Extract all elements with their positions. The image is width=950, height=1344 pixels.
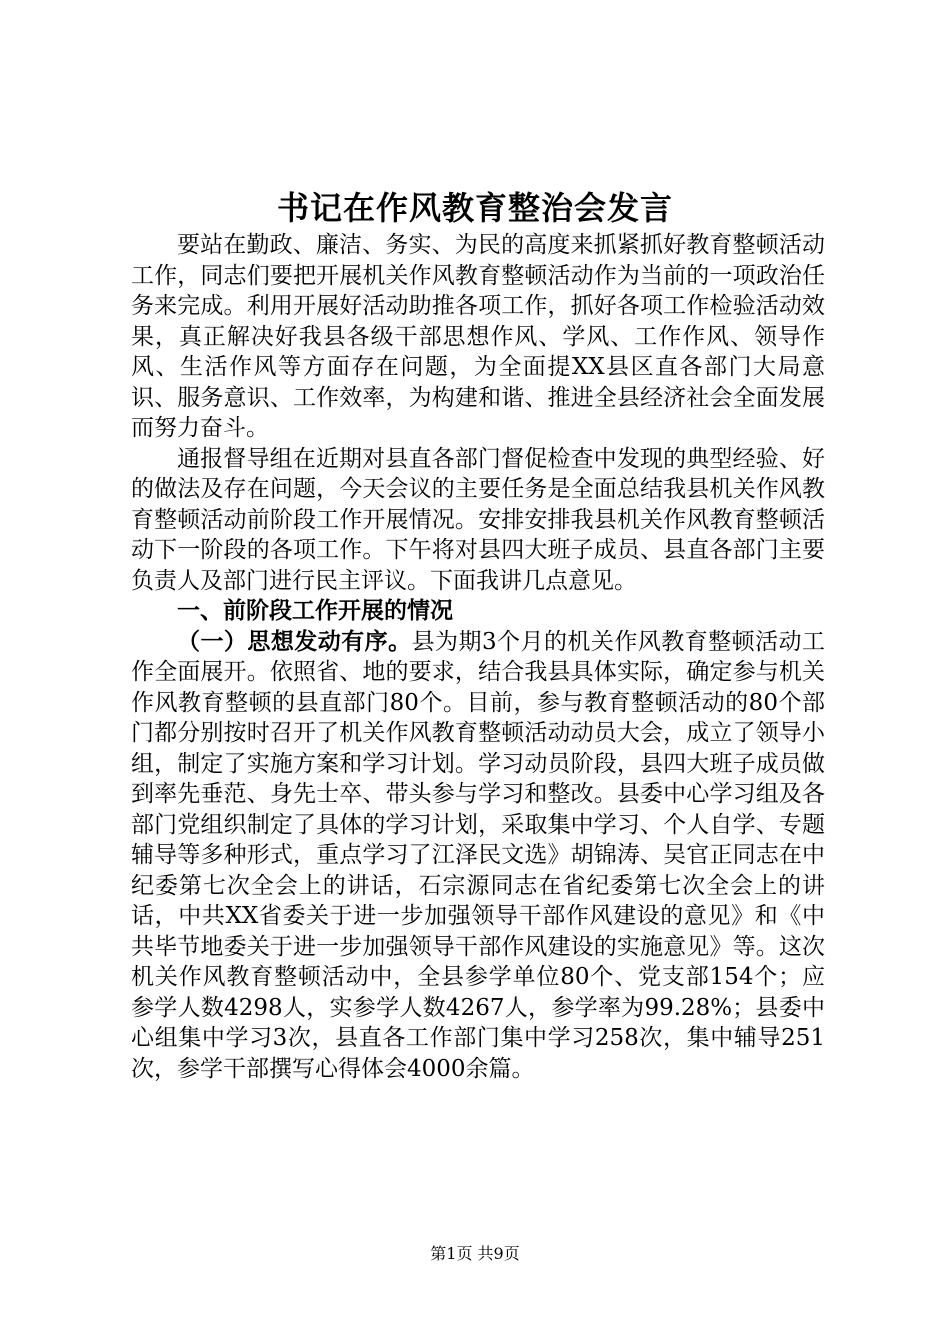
page-footer: 第1页 共9页	[430, 1244, 520, 1263]
subsection-1-heading: （一）思想发动有序。	[177, 627, 412, 655]
paragraph-1: 要站在勤政、廉洁、务实、为民的高度来抓紧抓好教育整顿活动工作，同志们要把开展机关作风教育整顿活动作为当前的一项政治任务来完成。利用开展好活动助推各项工作，抓好各项工作检验活动效果，真正解决好我县各级干部思想作风、学风、工作作风、领导作风、生活作风等方面存在问题，为全面提XX县区直各部门大局意识、服务意识、工作效率，为构建和谐、推进全县经济社会全面发展而努力奋斗。	[131, 232, 825, 441]
subsection-1-text: 县为期3个月的机关作风教育整顿活动工作全面展开。依照省、地的要求，结合我县具体实际，确定参与机关作风教育整顿的县直部门80个。目前，参与教育整顿活动的80个部门都分别按时召开了机关作风教育整顿活动动员大会，成立了领导小组，制定了实施方案和学习计划。学习动员阶段，县四大班子成员做到率先垂范、身先士卒、带头参与学习和整改。县委中心学习组及各部门党组织制定了具体的学习计划，采取集中学习、个人自学、专题辅导等多种形式，重点学习了江泽民文选》胡锦涛、吴官正同志在中纪委第七次全会上的讲话，石宗源同志在省纪委第七次全会上的讲话，中共XX省委关于进一步加强领导干部作风建设的意见》和《中共毕节地委关于进一步加强领导干部作风建设的实施意见》等。这次机关作风教育整顿活动中，全县参学单位80个、党支部154个；应参学人数4298人，实参学人数4267人，参学率为99.28%；县委中心组集中学习3次，县直各工作部门集中学习258次，集中辅导251次，参学干部撰写心得体会4000余篇。	[131, 628, 825, 1082]
section-1-heading: 一、前阶段工作开展的情况	[177, 597, 453, 624]
paragraph-2: 通报督导组在近期对县直各部门督促检查中发现的典型经验、好的做法及存在问题，今天会议的主要任务是全面总结我县机关作风教育整顿活动前阶段工作开展情况。安排安排我县机关作风教育整顿活动下一阶段的各项工作。下午将对县四大班子成员、县直各部门主要负责人及部门进行民主评议。下面我讲几点意见。	[131, 445, 825, 594]
subsection-1	[131, 627, 825, 1085]
document-body	[131, 230, 825, 1084]
document-title: 书记在作风教育整治会发言	[276, 189, 673, 227]
